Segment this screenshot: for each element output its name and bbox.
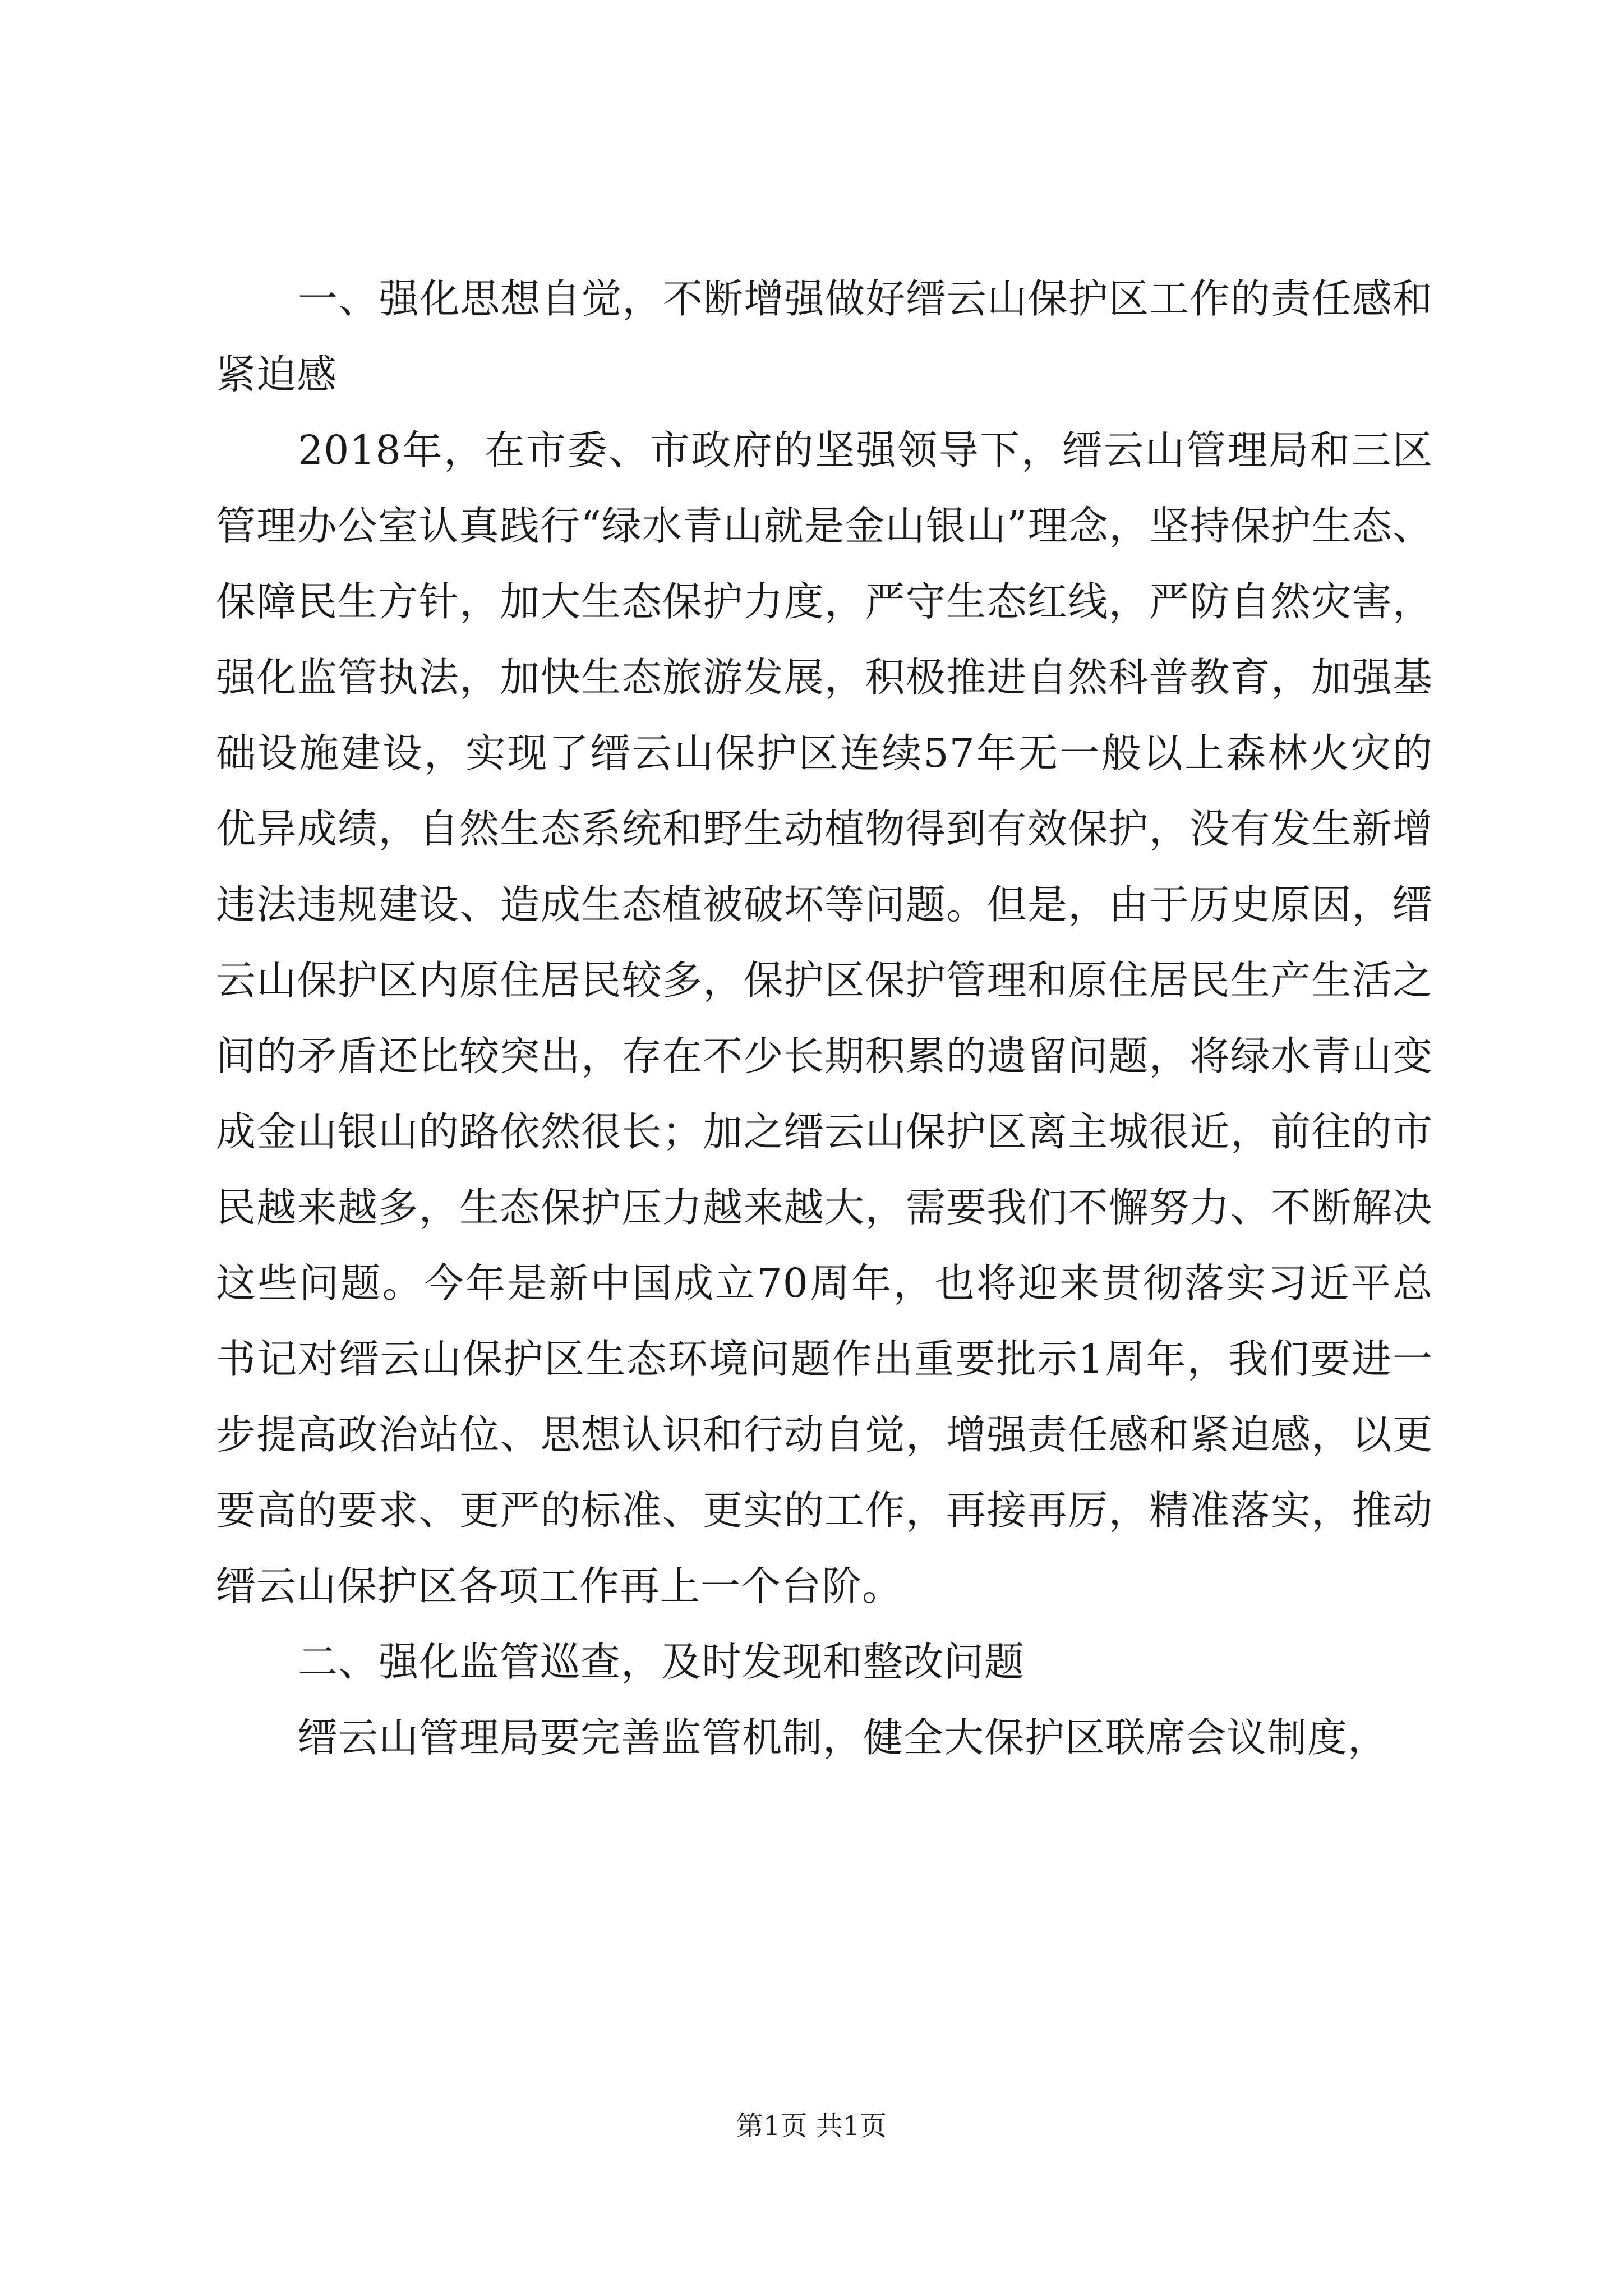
section-heading-1: 一、强化思想自觉，不断增强做好缙云山保护区工作的责任感和紧迫感 — [216, 275, 1433, 398]
section-heading-2: 二、强化监管巡查，及时发现和整改问题 — [298, 1639, 1025, 1685]
body-paragraph: 2018年，在市委、市政府的坚强领导下，缙云山管理局和三区管理办公室认真践行“绿水青山就是金山银山”理念，坚持保护生态、保障民生方针，加大生态保护力度，严守生态红线，严防自然灾害，强化监管执法，加快生态旅游发展，积极推进自然科普教育，加强基础设施建设，实现了缙云山保护区连续57年无一般以上森林火灾的优异成绩，自然生态系统和野生动植物得到有效保护，没有发生新增违法违规建设、造成生态植被破坏等问题。但是，由于历史原因，缙云山保护区内原住居民较多，保护区保护管理和原住居民生产生活之间的矛盾还比较突出，存在不少长期积累的遗留问题，将绿水青山变成金山银山的路依然很长；加之缙云山保护区离主城很近，前往的市民越来越多，生态保护压力越来越大，需要我们不懈努力、不断解决这些问题。今年是新中国成立70周年，也将迎来贯彻落实习近平总书记对缙云山保护区生态环境问题作出重要批示1周年，我们要进一步提高政治站位、思想认识和行动自觉，增强责任感和紧迫感，以更要高的要求、更严的标准、更实的工作，再接再厉，精准落实，推动缙云山保护区各项工作再上一个台阶。 — [216, 427, 1433, 1609]
document-body — [216, 261, 1433, 1775]
page-footer: 第1页 共1页 — [736, 2110, 887, 2142]
body-paragraph-continued: 缙云山管理局要完善监管机制，健全大保护区联席会议制度， — [298, 1714, 1389, 1761]
